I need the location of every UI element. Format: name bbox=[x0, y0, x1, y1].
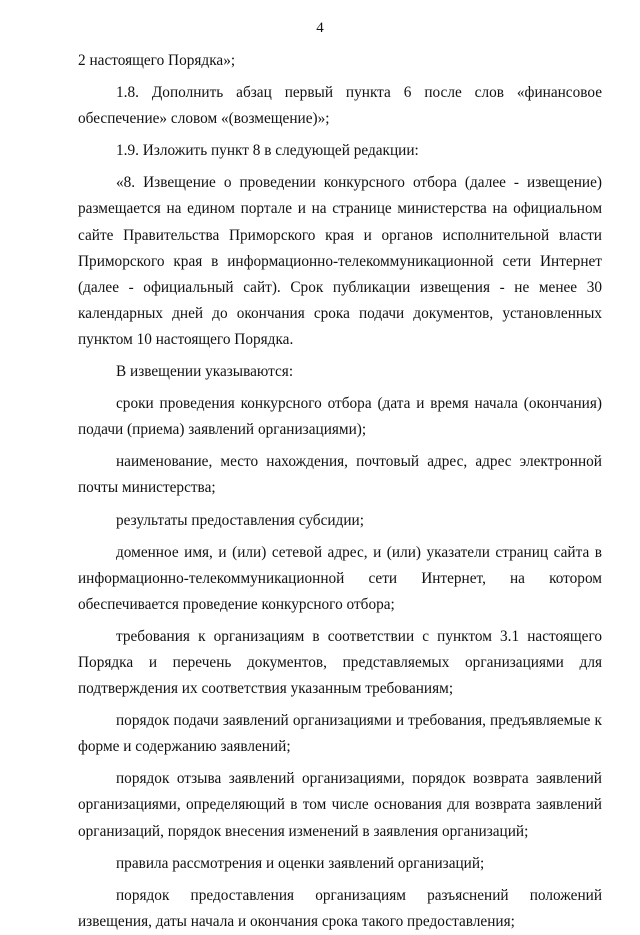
list-item-deadlines: сроки проведения конкурсного отбора (дата и время начала (окончания) подачи (приема) заявлений организациями); bbox=[78, 395, 602, 439]
list-item-requirements: требования к организациям в соответствии с пунктом 3.1 настоящего Порядка и перечень документов, представляемых организациями для подтверждения их соответствия указанным требованиям; bbox=[78, 627, 602, 698]
paragraph-continuation: 2 настоящего Порядка»; bbox=[78, 52, 236, 69]
paragraph-point-8: «8. Извещение о проведении конкурсного отбора (далее - извещение) размещается на едином портале и на странице министерства на официальном сайте Правительства Приморского края и органов исполнительной власти Приморского края в информационно-телекоммуникационной сети Интернет (далее - официальный сайт). Срок публикации извещения - не менее 30 календарных дней до окончания срока подачи документов, установленных пунктом 10 настоящего Порядка. bbox=[78, 174, 602, 348]
list-item-evaluation-rules: правила рассмотрения и оценки заявлений организаций; bbox=[116, 854, 485, 872]
list-item-withdrawal-procedure: порядок отзыва заявлений организациями, порядок возврата заявлений организациями, определяющий в том числе основания для возврата заявлений организаций, порядок внесения изменений в заявления организаций; bbox=[78, 770, 602, 840]
list-item-submission-procedure: порядок подачи заявлений организациями и требования, предъявляемые к форме и содержанию заявлений; bbox=[78, 712, 602, 756]
paragraph-1-8: 1.8. Дополнить абзац первый пункта 6 после слов «финансовое обеспечение» словом «(возмещение)»; bbox=[78, 84, 602, 128]
list-item-ministry-address: наименование, место нахождения, почтовый адрес, адрес электронной почты министерства; bbox=[78, 453, 602, 497]
paragraph-notice-contents: В извещении указываются: bbox=[116, 363, 294, 381]
list-item-clarification-procedure: порядок предоставления организациям разъяснений положений извещения, даты начала и окончания срока такого предоставления; bbox=[78, 886, 602, 930]
list-item-subsidy-results: результаты предоставления субсидии; bbox=[116, 511, 364, 529]
page-number: 4 bbox=[316, 20, 324, 36]
document-body bbox=[78, 48, 602, 935]
paragraph-1-9: 1.9. Изложить пункт 8 в следующей редакции: bbox=[116, 142, 419, 160]
list-item-domain-name: доменное имя, и (или) сетевой адрес, и (или) указатели страниц сайта в информационно-телекоммуникационной сети Интернет, на котором обеспечивается проведение конкурсного отбора; bbox=[78, 543, 602, 613]
